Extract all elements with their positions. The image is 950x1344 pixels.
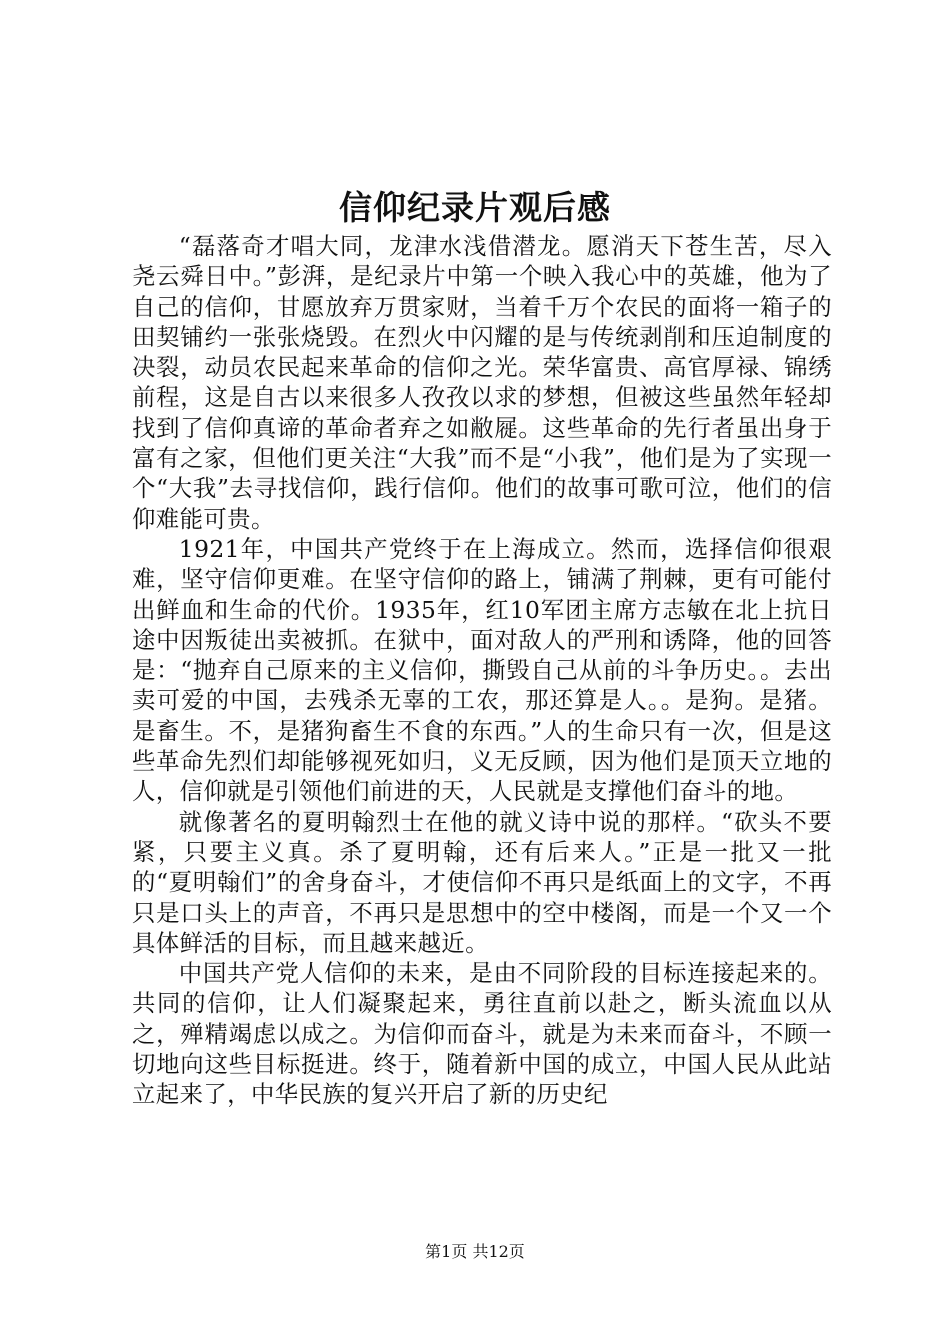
paragraph-3: 就像著名的夏明翰烈士在他的就义诗中说的那样。“砍头不要紧，只要主义真。杀了夏明翰，还有后来人。”正是一批又一批的“夏明翰们”的舍身奋斗，才使信仰不再只是纸面上的文字，不再只是口头上的声音，不再只是思想中的空中楼阁，而是一个又一个具体鲜活的目标，而且越来越近。 — [132, 807, 832, 957]
paragraph-4: 中国共产党人信仰的未来，是由不同阶段的目标连接起来的。共同的信仰，让人们凝聚起来，勇往直前以赴之，断头流血以从之，殚精竭虑以成之。为信仰而奋斗，就是为未来而奋斗，不顾一切地向这些目标挺进。终于，随着新中国的成立，中国人民从此站立起来了，中华民族的复兴开启了新的历史纪 — [132, 959, 832, 1109]
page-title: 信仰纪录片观后感 — [339, 188, 611, 227]
document-body — [132, 231, 832, 1110]
paragraph-2: 1921年，中国共产党终于在上海成立。然而，选择信仰很艰难，坚守信仰更难。在坚守信仰的路上，铺满了荆棘，更有可能付出鲜血和生命的代价。1935年，红10军团主席方志敏在北上抗日途中因叛徒出卖被抓。在狱中，面对敌人的严刑和诱降，他的回答是：“抛弃自己原来的主义信仰，撕毁自己从前的斗争历史。。去出卖可爱的中国，去残杀无辜的工农，那还算是人。。是狗。是猪。是畜生。不，是猪狗畜生不食的东西。”人的生命只有一次，但是这些革命先烈们却能够视死如归，义无反顾，因为他们是顶天立地的人，信仰就是引领他们前进的天，人民就是支撑他们奋斗的地。 — [132, 534, 832, 806]
page-number-footer: 第1页 共12页 — [425, 1242, 525, 1261]
paragraph-1: “磊落奇才唱大同，龙津水浅借潜龙。愿消天下苍生苦，尽入尧云舜日中。”彭湃，是纪录片中第一个映入我心中的英雄，他为了自己的信仰，甘愿放弃万贯家财，当着千万个农民的面将一箱子的田契铺约一张张烧毁。在烈火中闪耀的是与传统剥削和压迫制度的决裂，动员农民起来革命的信仰之光。荣华富贵、高官厚禄、锦绣前程，这是自古以来很多人孜孜以求的梦想，但被这些虽然年轻却找到了信仰真谛的革命者弃之如敝屣。这些革命的先行者虽出身于富有之家，但他们更关注“大我”而不是“小我”，他们是为了实现一个“大我”去寻找信仰，践行信仰。他们的故事可歌可泣，他们的信仰难能可贵。 — [132, 232, 832, 533]
